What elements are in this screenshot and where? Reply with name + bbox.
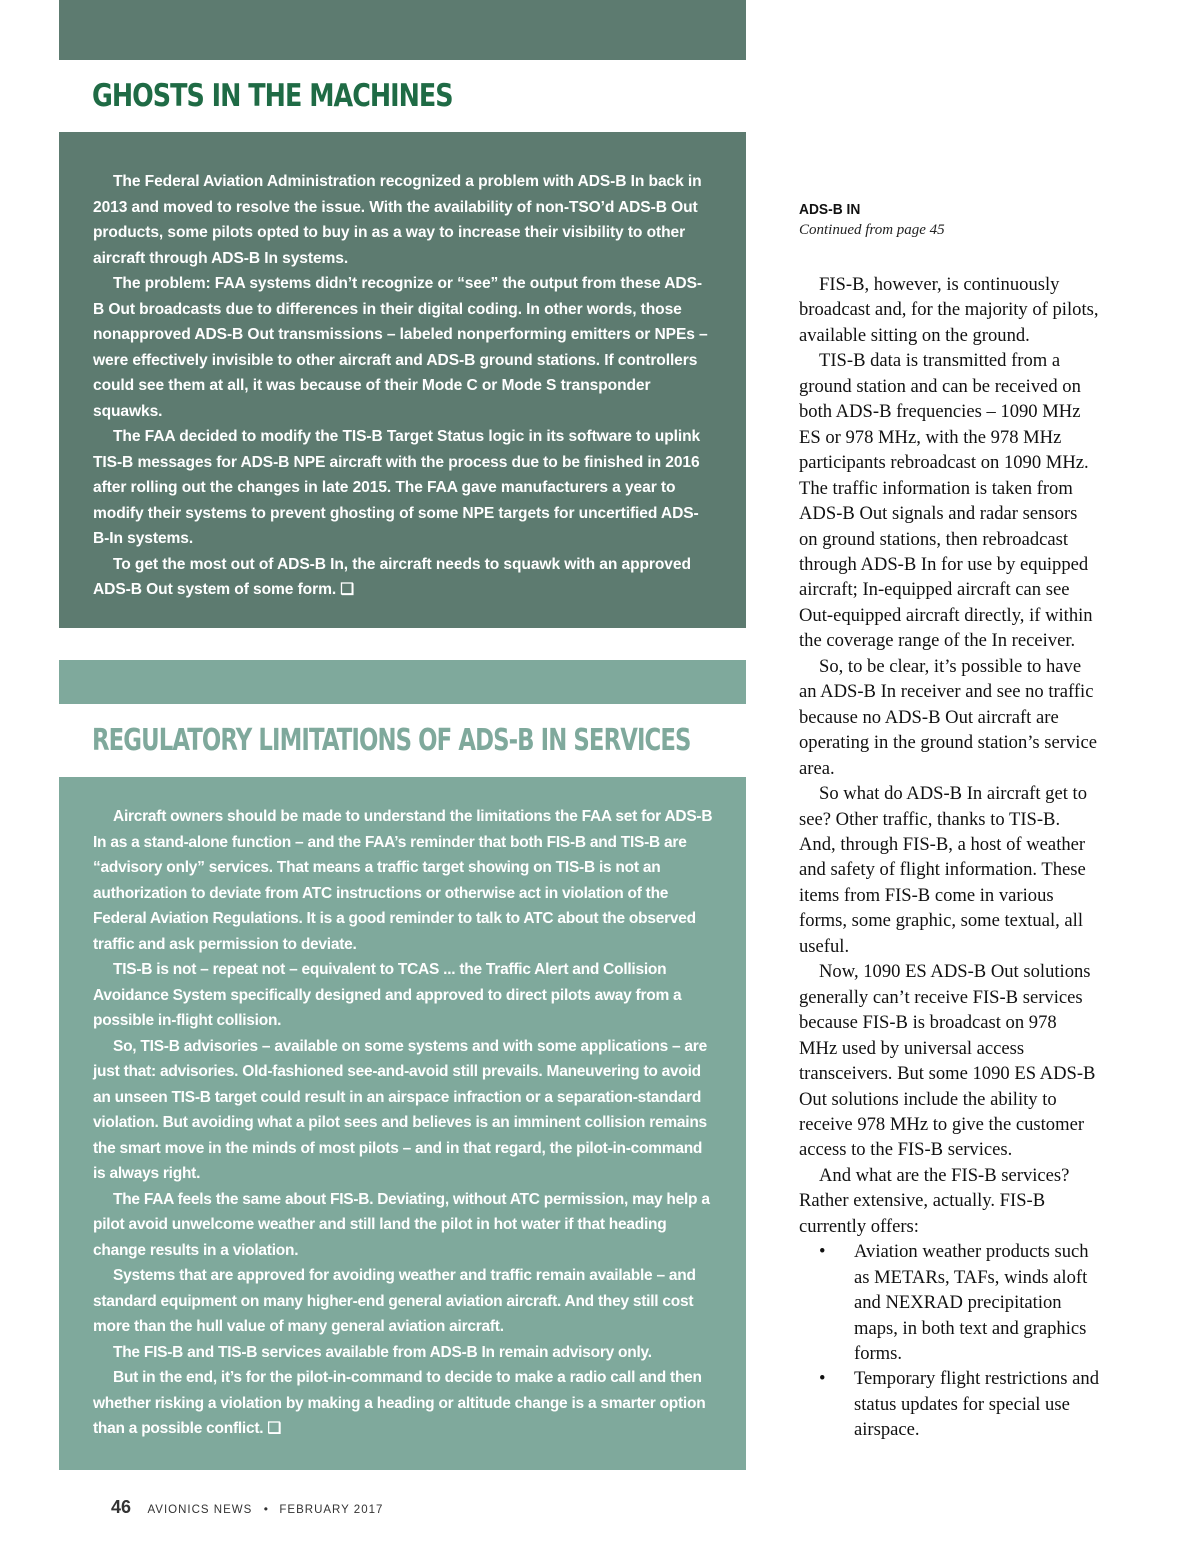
publication-name: AVIONICS NEWS: [147, 1504, 253, 1516]
sidebar1-paragraph: The FAA decided to modify the TIS-B Target Status logic in its software to uplink TIS-B messages for ADS-B NPE aircraft with the process due to be finished in 2016 after rolling out the changes in late 2015. The FAA gave manufacturers a year to modify their systems to prevent ghosting of some NPE targets for uncertified ADS-B-In systems.: [93, 428, 701, 547]
sidebar1-paragraph: To get the most out of ADS-B In, the aircraft needs to squawk with an approved ADS-B Out system of some form. ❑: [93, 555, 691, 598]
services-list: [799, 1239, 1099, 1443]
article-column: [799, 272, 1099, 1443]
sidebar2-paragraph: The FAA feels the same about FIS-B. Deviating, without ATC permission, may help a pilot avoid unwelcome weather and still land the pilot in hot water if that heading change results in a violation.: [93, 1190, 710, 1259]
article-paragraph: And what are the FIS-B services? Rather extensive, actually. FIS-B currently offers:: [799, 1164, 1070, 1237]
sidebar1-title: GHOSTS IN THE MACHINES: [92, 78, 453, 114]
footer-separator: •: [263, 1502, 268, 1516]
mid-color-band: [59, 660, 746, 704]
list-item-text: Aviation weather products such as METARs, TAFs, winds aloft and NEXRAD precipitation maps, in both text and graphics forms.: [854, 1241, 1089, 1365]
article-paragraph: FIS-B, however, is continuously broadcast and, for the majority of pilots, available sitting on the ground.: [799, 274, 1099, 346]
continued-note: Continued from page 45: [799, 222, 945, 238]
sidebar1-body: [93, 169, 713, 603]
article-heading: ADS-B IN: [799, 201, 861, 218]
list-item: [799, 1239, 1099, 1366]
bullet-icon: •: [819, 1241, 826, 1263]
article-paragraph: So what do ADS-B In aircraft get to see? Other traffic, thanks to TIS-B. And, through FIS-B, a host of weather and safety of flight information. These items from FIS-B come in various forms, some graphic, some textual, all useful.: [799, 783, 1088, 957]
issue-date: FEBRUARY 2017: [279, 1504, 384, 1516]
sidebar2-paragraph: So, TIS-B advisories – available on some systems and with some applications – are just that: advisories. Old-fashioned see-and-avoid still prevails. Maneuvering to avoid an unseen TIS-B target could result in an airspace infraction or a separation-standard violation. But avoiding what a pilot sees and believes is an imminent collision remains the smart move in the minds of most pilots – and in that regard, the pilot-in-command is always right.: [93, 1037, 707, 1182]
list-item: [799, 1366, 1099, 1442]
article-paragraph: Now, 1090 ES ADS-B Out solutions generally can’t receive FIS-B services because FIS-B is broadcast on 978 MHz used by universal access transceivers. But some 1090 ES ADS-B Out solutions include the ability to receive 978 MHz to give the customer access to the FIS-B services.: [799, 961, 1096, 1161]
list-item-text: Temporary flight restrictions and status updates for special use airspace.: [854, 1368, 1099, 1441]
bullet-icon: •: [819, 1368, 826, 1390]
sidebar2-paragraph: But in the end, it’s for the pilot-in-command to decide to make a radio call and then whether risking a violation by making a heading or altitude change is a smarter option than a possible conflict. ❑: [93, 1369, 706, 1437]
sidebar2-body: [93, 804, 713, 1442]
sidebar2-paragraph: Aircraft owners should be made to understand the limitations the FAA set for ADS-B In as a stand-alone function – and the FAA’s reminder that both FIS-B and TIS-B are “advisory only” services. That means a traffic target showing on TIS-B is not an authorization to deviate from ATC instructions or otherwise act in violation of the Federal Aviation Regulations. It is a good reminder to talk to ATC about the observed traffic and ask permission to deviate.: [93, 808, 713, 953]
sidebar2-paragraph: Systems that are approved for avoiding weather and traffic remain available – and standard equipment on many higher-end general aviation aircraft. And they still cost more than the hull value of many general aviation aircraft.: [93, 1267, 696, 1335]
page-footer: [111, 1497, 383, 1518]
article-paragraph: So, to be clear, it’s possible to have an ADS-B In receiver and see no traffic because no ADS-B Out aircraft are operating in the ground station’s service area.: [799, 655, 1097, 779]
top-color-band: [59, 0, 746, 60]
sidebar1-paragraph: The Federal Aviation Administration recognized a problem with ADS-B In back in 2013 and moved to resolve the issue. With the availability of non-TSO’d ADS-B Out products, some pilots opted to buy in as a way to increase their visibility to other aircraft through ADS-B In systems.: [93, 173, 702, 267]
article-paragraph: TIS-B data is transmitted from a ground station and can be received on both ADS-B frequencies – 1090 MHz ES or 978 MHz, with the 978 MHz participants rebroadcast on 1090 MHz. The traffic information is taken from ADS-B Out signals and radar sensors on ground stations, then rebroadcast through ADS-B In for use by equipped aircraft; In-equipped aircraft can see Out-equipped aircraft directly, if within the coverage range of the In receiver.: [799, 350, 1093, 652]
sidebar2-paragraph: TIS-B is not – repeat not – equivalent to TCAS ... the Traffic Alert and Collision Avoidance System specifically designed and approved to direct pilots away from a possible in-flight collision.: [93, 961, 682, 1029]
sidebar1-paragraph: The problem: FAA systems didn’t recognize or “see” the output from these ADS-B Out broadcasts due to differences in their digital coding. In other words, those nonapproved ADS-B Out transmissions – labeled nonperforming emitters or NPEs – were effectively invisible to other aircraft and ADS-B ground stations. If controllers could see them at all, it was because of their Mode C or Mode S transponder squawks.: [93, 275, 708, 420]
sidebar2-title: REGULATORY LIMITATIONS OF ADS-B IN SERVICES: [92, 723, 691, 758]
sidebar2-paragraph: The FIS-B and TIS-B services available from ADS-B In remain advisory only.: [113, 1343, 652, 1361]
page-number: 46: [111, 1497, 132, 1517]
